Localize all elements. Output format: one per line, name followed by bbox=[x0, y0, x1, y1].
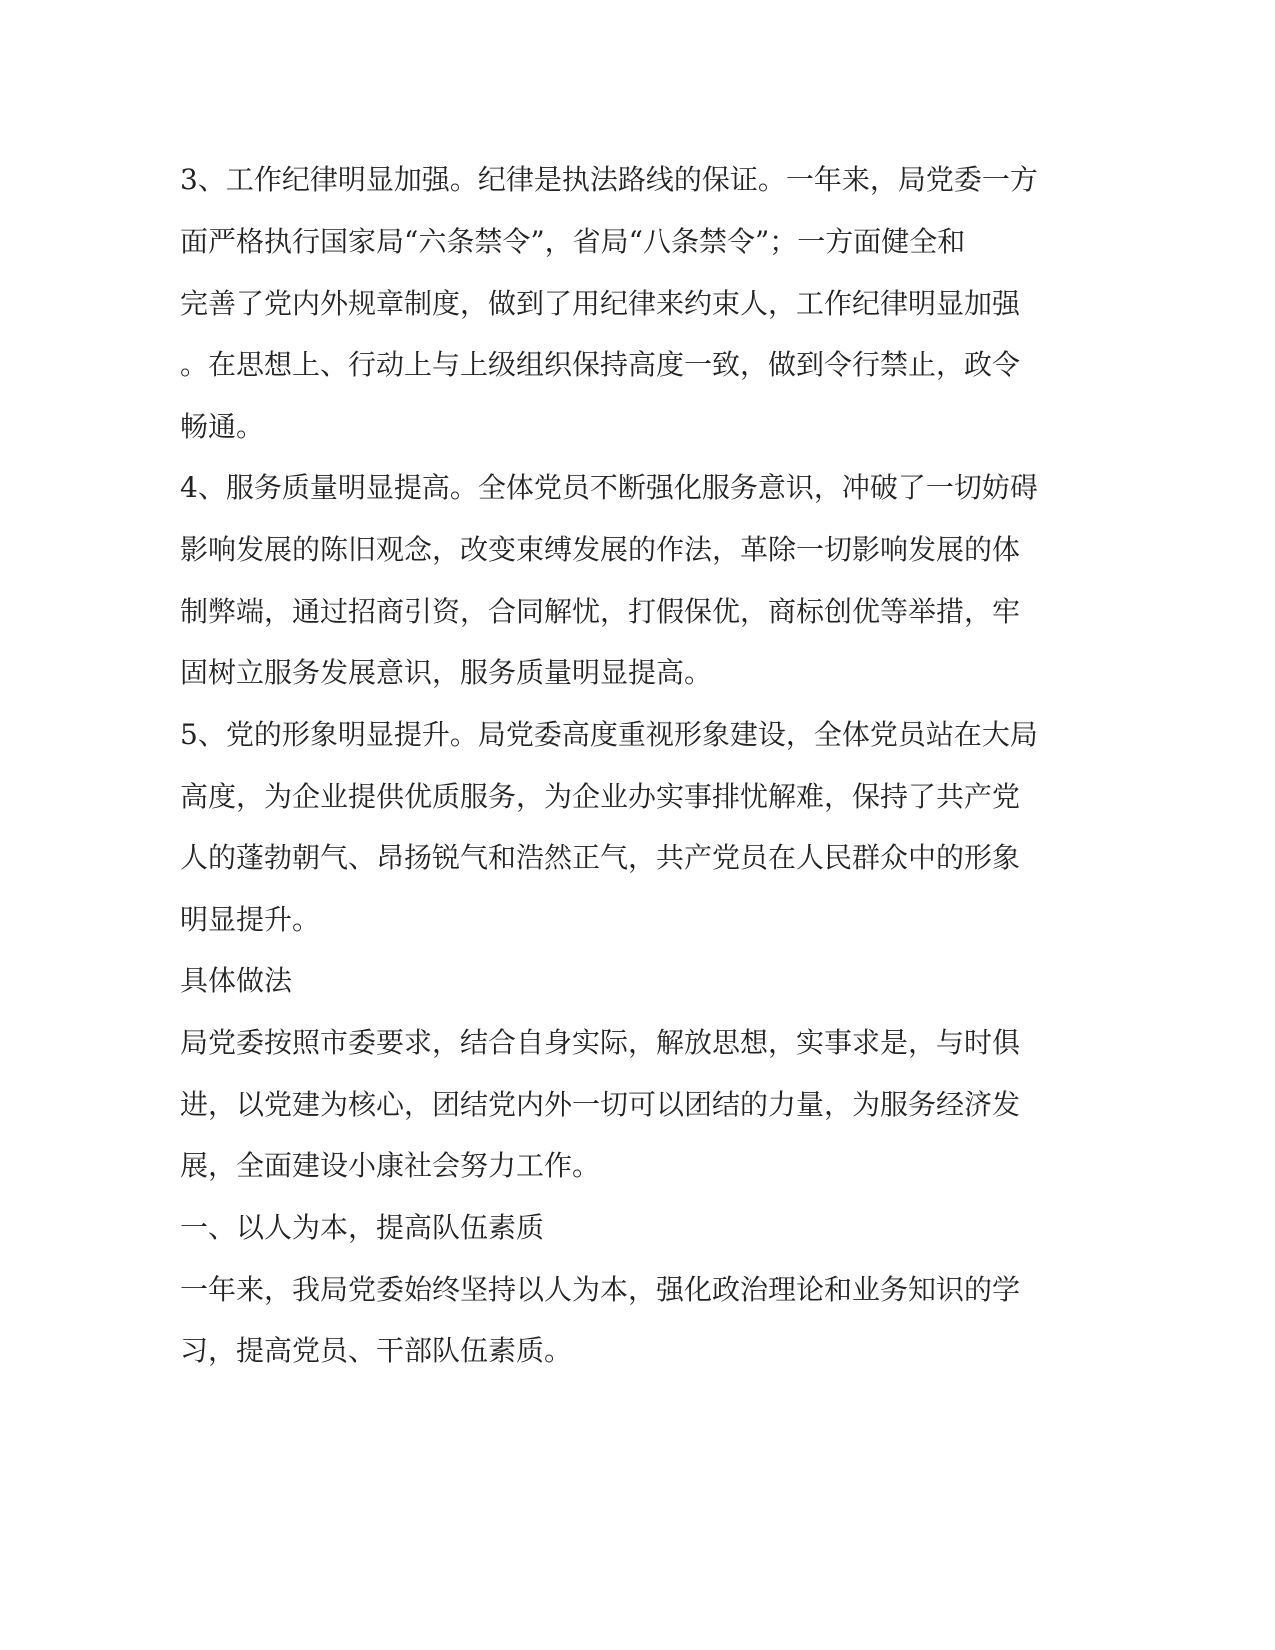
text-line: 进，以党建为核心，团结党内外一切可以团结的力量，为服务经济发 bbox=[180, 1088, 1021, 1121]
text-line: 展，全面建设小康社会努力工作。 bbox=[180, 1149, 601, 1182]
text-line: 影响发展的陈旧观念，改变束缚发展的作法，革除一切影响发展的体 bbox=[180, 533, 1021, 566]
section-heading: 具体做法 bbox=[180, 964, 293, 997]
text-line: 面严格执行国家局“六条禁令”，省局“八条禁令”；一方面健全和 bbox=[180, 225, 966, 258]
text-line: 明显提升。 bbox=[180, 903, 321, 936]
text-line: 一年来，我局党委始终坚持以人为本，强化政治理论和业务知识的学 bbox=[180, 1273, 1021, 1306]
text-line: 习，提高党员、干部队伍素质。 bbox=[180, 1334, 573, 1367]
text-line: 局党委按照市委要求，结合自身实际，解放思想，实事求是，与时俱 bbox=[180, 1026, 1021, 1059]
text-line: 高度，为企业提供优质服务，为企业办实事排忧解难，保持了共产党 bbox=[180, 780, 1021, 813]
text-line: 固树立服务发展意识，服务质量明显提高。 bbox=[180, 656, 713, 689]
text-line: 人的蓬勃朝气、昂扬锐气和浩然正气，共产党员在人民群众中的形象 bbox=[180, 841, 1021, 874]
text-line: 畅通。 bbox=[180, 410, 265, 443]
text-line: 5、党的形象明显提升。局党委高度重视形象建设，全体党员站在大局 bbox=[180, 718, 1038, 751]
text-line: 。在思想上、行动上与上级组织保持高度一致，做到令行禁止，政令 bbox=[180, 348, 1021, 381]
text-line: 3、工作纪律明显加强。纪律是执法路线的保证。一年来，局党委一方 bbox=[180, 163, 1038, 196]
section-heading: 一、以人为本，提高队伍素质 bbox=[180, 1211, 545, 1244]
text-line: 制弊端，通过招商引资，合同解忧，打假保优，商标创优等举措，牢 bbox=[180, 595, 1021, 628]
text-line: 4、服务质量明显提高。全体党员不断强化服务意识，冲破了一切妨碍 bbox=[180, 471, 1038, 504]
text-line: 完善了党内外规章制度，做到了用纪律来约束人，工作纪律明显加强 bbox=[180, 287, 1021, 320]
